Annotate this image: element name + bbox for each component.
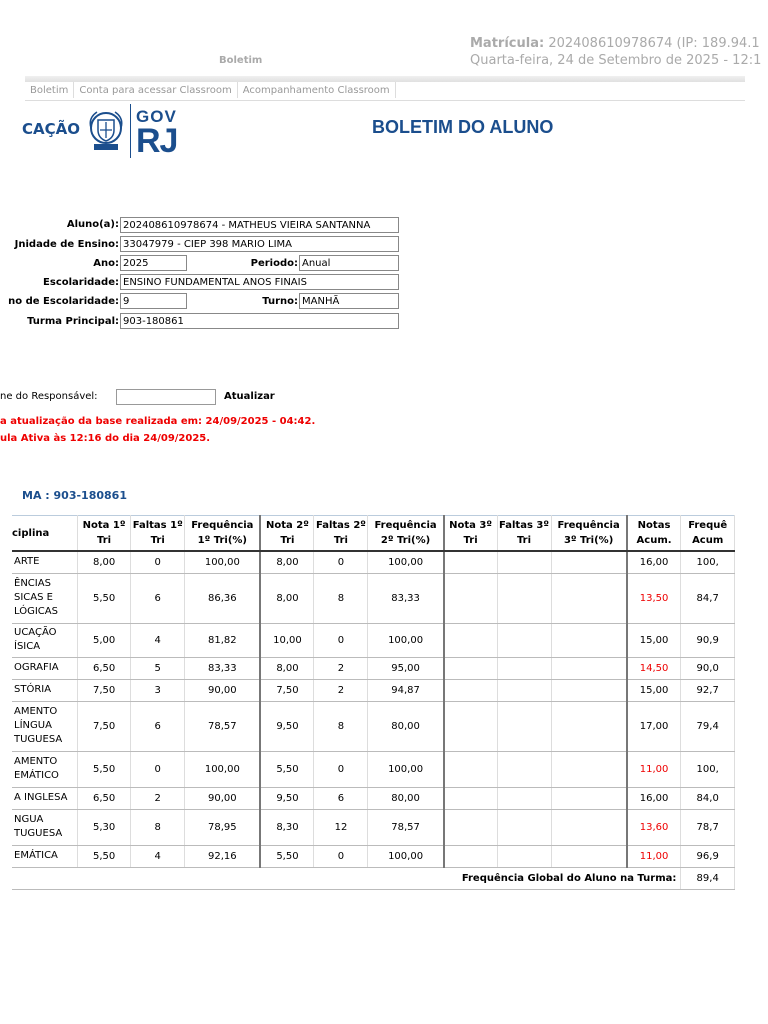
cell-freq-acum: 92,7 bbox=[681, 679, 735, 701]
header-faltas-1: Faltas 1º Tri bbox=[131, 516, 185, 552]
logo-rj-text: RJ bbox=[136, 122, 178, 160]
cell-freq-1: 90,00 bbox=[185, 679, 261, 701]
cell-faltas-1: 4 bbox=[131, 845, 185, 867]
cell-notas-acum: 16,00 bbox=[627, 551, 681, 573]
cell-freq-2: 100,00 bbox=[368, 751, 444, 787]
cell-freq-3 bbox=[551, 809, 627, 845]
cell-nota-1: 5,30 bbox=[77, 809, 130, 845]
table-row bbox=[12, 679, 735, 701]
cell-freq-3 bbox=[551, 787, 627, 809]
cell-faltas-1: 6 bbox=[131, 573, 185, 623]
grades-table-body bbox=[12, 551, 735, 889]
turno-field: MANHÃ bbox=[299, 293, 399, 309]
aluno-field: 202408610978674 - MATHEUS VIEIRA SANTANNA bbox=[120, 217, 399, 233]
cell-nota-1: 5,00 bbox=[77, 623, 130, 657]
cell-faltas-3 bbox=[497, 845, 551, 867]
cell-disciplina: OGRAFIA bbox=[12, 657, 77, 679]
cell-freq-2: 78,57 bbox=[368, 809, 444, 845]
turno-label: Turno: bbox=[262, 296, 298, 307]
user-info bbox=[470, 35, 761, 69]
cell-nota-1: 5,50 bbox=[77, 751, 130, 787]
top-menu bbox=[25, 82, 745, 101]
cell-freq-acum: 100, bbox=[681, 751, 735, 787]
cell-freq-3 bbox=[551, 551, 627, 573]
cell-faltas-3 bbox=[497, 809, 551, 845]
cell-disciplina: ARTE bbox=[12, 551, 77, 573]
cell-nota-2: 9,50 bbox=[260, 701, 314, 751]
cell-nota-2: 7,50 bbox=[260, 679, 314, 701]
cell-faltas-3 bbox=[497, 551, 551, 573]
header-disciplina: ciplina bbox=[12, 516, 77, 552]
cell-freq-3 bbox=[551, 751, 627, 787]
header-freq-1: Frequência 1º Tri(%) bbox=[185, 516, 261, 552]
cell-nota-2: 8,30 bbox=[260, 809, 314, 845]
cell-freq-acum: 78,7 bbox=[681, 809, 735, 845]
cell-faltas-1: 0 bbox=[131, 751, 185, 787]
cell-notas-acum: 13,50 bbox=[627, 573, 681, 623]
cell-faltas-1: 6 bbox=[131, 701, 185, 751]
cell-nota-1: 6,50 bbox=[77, 657, 130, 679]
page-title: BOLETIM DO ALUNO bbox=[372, 117, 554, 137]
header-freq-3: Frequência 3º Tri(%) bbox=[551, 516, 627, 552]
cell-notas-acum: 17,00 bbox=[627, 701, 681, 751]
cell-nota-1: 7,50 bbox=[77, 679, 130, 701]
table-row bbox=[12, 809, 735, 845]
cell-freq-acum: 84,7 bbox=[681, 573, 735, 623]
cell-nota-2: 5,50 bbox=[260, 751, 314, 787]
aluno-label: Aluno(a): bbox=[66, 219, 119, 230]
logo-gov-text: GOV bbox=[136, 107, 177, 126]
cell-faltas-2: 6 bbox=[314, 787, 368, 809]
state-coat-of-arms-icon bbox=[86, 106, 126, 154]
cell-disciplina: STÓRIA bbox=[12, 679, 77, 701]
cell-disciplina: EMÁTICA bbox=[12, 845, 77, 867]
cell-faltas-1: 5 bbox=[131, 657, 185, 679]
unidade-label: Jnidade de Ensino: bbox=[14, 239, 119, 250]
cell-freq-1: 86,36 bbox=[185, 573, 261, 623]
unidade-field: 33047979 - CIEP 398 MARIO LIMA bbox=[120, 236, 399, 252]
cell-freq-2: 94,87 bbox=[368, 679, 444, 701]
cell-faltas-3 bbox=[497, 751, 551, 787]
cell-freq-acum: 96,9 bbox=[681, 845, 735, 867]
cell-faltas-2: 8 bbox=[314, 701, 368, 751]
header-notas-acum: Notas Acum. bbox=[627, 516, 681, 552]
cell-disciplina: UCAÇÃO ÍSICA bbox=[12, 623, 77, 657]
cell-freq-acum: 84,0 bbox=[681, 787, 735, 809]
turma-label: Turma Principal: bbox=[27, 316, 119, 327]
cell-faltas-2: 8 bbox=[314, 573, 368, 623]
cell-freq-3 bbox=[551, 845, 627, 867]
cell-freq-acum: 90,9 bbox=[681, 623, 735, 657]
global-frequency-label: Frequência Global do Aluno na Turma: bbox=[12, 867, 681, 889]
escolaridade-field: ENSINO FUNDAMENTAL ANOS FINAIS bbox=[120, 274, 399, 290]
cell-faltas-2: 12 bbox=[314, 809, 368, 845]
header-nota-3: Nota 3º Tri bbox=[444, 516, 497, 552]
header-faltas-2: Faltas 2º Tri bbox=[314, 516, 368, 552]
grades-table bbox=[12, 515, 735, 890]
ano-label: Ano: bbox=[93, 258, 119, 269]
cell-faltas-2: 2 bbox=[314, 657, 368, 679]
cell-freq-2: 100,00 bbox=[368, 623, 444, 657]
cell-nota-2: 9,50 bbox=[260, 787, 314, 809]
header-nota-2: Nota 2º Tri bbox=[260, 516, 314, 552]
cell-freq-3 bbox=[551, 701, 627, 751]
grades-table-wrapper bbox=[12, 510, 745, 910]
cell-nota-2: 8,00 bbox=[260, 657, 314, 679]
header-nota-1: Nota 1º Tri bbox=[77, 516, 130, 552]
cell-freq-acum: 90,0 bbox=[681, 657, 735, 679]
cell-nota-2: 8,00 bbox=[260, 573, 314, 623]
cell-faltas-2: 0 bbox=[314, 551, 368, 573]
cell-faltas-2: 0 bbox=[314, 751, 368, 787]
cell-freq-2: 80,00 bbox=[368, 787, 444, 809]
cell-nota-3 bbox=[444, 845, 497, 867]
cell-notas-acum: 15,00 bbox=[627, 679, 681, 701]
cell-nota-1: 5,50 bbox=[77, 573, 130, 623]
cell-freq-2: 83,33 bbox=[368, 573, 444, 623]
cell-faltas-1: 4 bbox=[131, 623, 185, 657]
table-row bbox=[12, 573, 735, 623]
cell-faltas-2: 0 bbox=[314, 623, 368, 657]
cell-nota-3 bbox=[444, 787, 497, 809]
cell-nota-2: 5,50 bbox=[260, 845, 314, 867]
escolaridade-label: Escolaridade: bbox=[43, 277, 119, 288]
table-row bbox=[12, 787, 735, 809]
cell-faltas-3 bbox=[497, 787, 551, 809]
responsavel-input[interactable] bbox=[116, 389, 216, 405]
cell-faltas-3 bbox=[497, 657, 551, 679]
matricula-value: 202408610978674 (IP: 189.94.1 bbox=[548, 36, 760, 51]
table-row bbox=[12, 623, 735, 657]
cell-freq-2: 80,00 bbox=[368, 701, 444, 751]
table-row bbox=[12, 701, 735, 751]
cell-freq-1: 92,16 bbox=[185, 845, 261, 867]
cell-faltas-2: 2 bbox=[314, 679, 368, 701]
notice-base-update: a atualização da base realizada em: 24/09/2025 - 04:42. bbox=[0, 416, 316, 427]
cell-freq-1: 78,57 bbox=[185, 701, 261, 751]
cell-nota-3 bbox=[444, 573, 497, 623]
periodo-label: Periodo: bbox=[250, 258, 298, 269]
cell-freq-3 bbox=[551, 657, 627, 679]
cell-disciplina: NGUA TUGUESA bbox=[12, 809, 77, 845]
cell-disciplina: AMENTO LÍNGUA TUGUESA bbox=[12, 701, 77, 751]
turma-field: 903-180861 bbox=[120, 313, 399, 329]
cell-nota-3 bbox=[444, 679, 497, 701]
global-frequency-row bbox=[12, 867, 735, 889]
current-date: Quarta-feira, 24 de Setembro de 2025 - 12:1 bbox=[470, 53, 762, 68]
cell-freq-2: 100,00 bbox=[368, 551, 444, 573]
cell-nota-3 bbox=[444, 657, 497, 679]
menu-item-boletim[interactable]: Boletim bbox=[25, 82, 74, 98]
menu-item-classroom-account[interactable]: Conta para acessar Classroom bbox=[74, 82, 237, 98]
cell-freq-3 bbox=[551, 679, 627, 701]
global-frequency-value: 89,4 bbox=[681, 867, 735, 889]
gov-rj-logo bbox=[136, 107, 178, 160]
cell-nota-3 bbox=[444, 809, 497, 845]
table-row bbox=[12, 751, 735, 787]
cell-notas-acum: 11,00 bbox=[627, 751, 681, 787]
cell-notas-acum: 16,00 bbox=[627, 787, 681, 809]
table-row bbox=[12, 845, 735, 867]
cell-freq-1: 90,00 bbox=[185, 787, 261, 809]
cell-freq-1: 78,95 bbox=[185, 809, 261, 845]
page-header-title: Boletim bbox=[219, 55, 263, 66]
matricula-label: Matrícula: bbox=[470, 36, 545, 51]
cell-freq-1: 83,33 bbox=[185, 657, 261, 679]
cell-disciplina: AMENTO EMÁTICO bbox=[12, 751, 77, 787]
table-row bbox=[12, 657, 735, 679]
cell-nota-2: 8,00 bbox=[260, 551, 314, 573]
periodo-field: Anual bbox=[299, 255, 399, 271]
turma-title: MA : 903-180861 bbox=[22, 489, 127, 502]
cell-freq-3 bbox=[551, 573, 627, 623]
header-faltas-3: Faltas 3º Tri bbox=[497, 516, 551, 552]
cell-nota-3 bbox=[444, 623, 497, 657]
cell-nota-1: 8,00 bbox=[77, 551, 130, 573]
cell-freq-1: 100,00 bbox=[185, 751, 261, 787]
cell-freq-3 bbox=[551, 623, 627, 657]
header-freq-acum: Frequê Acum bbox=[681, 516, 735, 552]
cell-disciplina: A INGLESA bbox=[12, 787, 77, 809]
cell-nota-1: 6,50 bbox=[77, 787, 130, 809]
cell-faltas-3 bbox=[497, 679, 551, 701]
table-header-row bbox=[12, 516, 735, 552]
cell-nota-1: 7,50 bbox=[77, 701, 130, 751]
cell-faltas-1: 3 bbox=[131, 679, 185, 701]
notice-active-session: ula Ativa às 12:16 do dia 24/09/2025. bbox=[0, 433, 211, 444]
cell-freq-1: 100,00 bbox=[185, 551, 261, 573]
logo-separator bbox=[130, 104, 131, 158]
cell-notas-acum: 15,00 bbox=[627, 623, 681, 657]
header-freq-2: Frequência 2º Tri(%) bbox=[368, 516, 444, 552]
cell-faltas-3 bbox=[497, 573, 551, 623]
ano-field: 2025 bbox=[120, 255, 187, 271]
cell-notas-acum: 11,00 bbox=[627, 845, 681, 867]
cell-nota-3 bbox=[444, 551, 497, 573]
logo-education-text: CAÇÃO bbox=[22, 120, 80, 138]
cell-faltas-1: 0 bbox=[131, 551, 185, 573]
atualizar-button[interactable]: Atualizar bbox=[224, 391, 275, 402]
cell-freq-2: 95,00 bbox=[368, 657, 444, 679]
cell-freq-acum: 79,4 bbox=[681, 701, 735, 751]
cell-faltas-3 bbox=[497, 701, 551, 751]
cell-faltas-1: 8 bbox=[131, 809, 185, 845]
cell-freq-acum: 100, bbox=[681, 551, 735, 573]
cell-nota-3 bbox=[444, 751, 497, 787]
cell-faltas-1: 2 bbox=[131, 787, 185, 809]
cell-faltas-3 bbox=[497, 623, 551, 657]
cell-nota-1: 5,50 bbox=[77, 845, 130, 867]
cell-freq-2: 100,00 bbox=[368, 845, 444, 867]
cell-nota-2: 10,00 bbox=[260, 623, 314, 657]
responsavel-label: ne do Responsável: bbox=[0, 391, 98, 402]
cell-notas-acum: 14,50 bbox=[627, 657, 681, 679]
cell-disciplina: ÊNCIAS SICAS E LÓGICAS bbox=[12, 573, 77, 623]
table-row bbox=[12, 551, 735, 573]
menu-item-classroom-tracking[interactable]: Acompanhamento Classroom bbox=[238, 82, 396, 98]
cell-freq-1: 81,82 bbox=[185, 623, 261, 657]
ano-escolaridade-field: 9 bbox=[120, 293, 187, 309]
cell-nota-3 bbox=[444, 701, 497, 751]
ano-escolaridade-label: no de Escolaridade: bbox=[8, 296, 119, 307]
cell-notas-acum: 13,60 bbox=[627, 809, 681, 845]
cell-faltas-2: 0 bbox=[314, 845, 368, 867]
